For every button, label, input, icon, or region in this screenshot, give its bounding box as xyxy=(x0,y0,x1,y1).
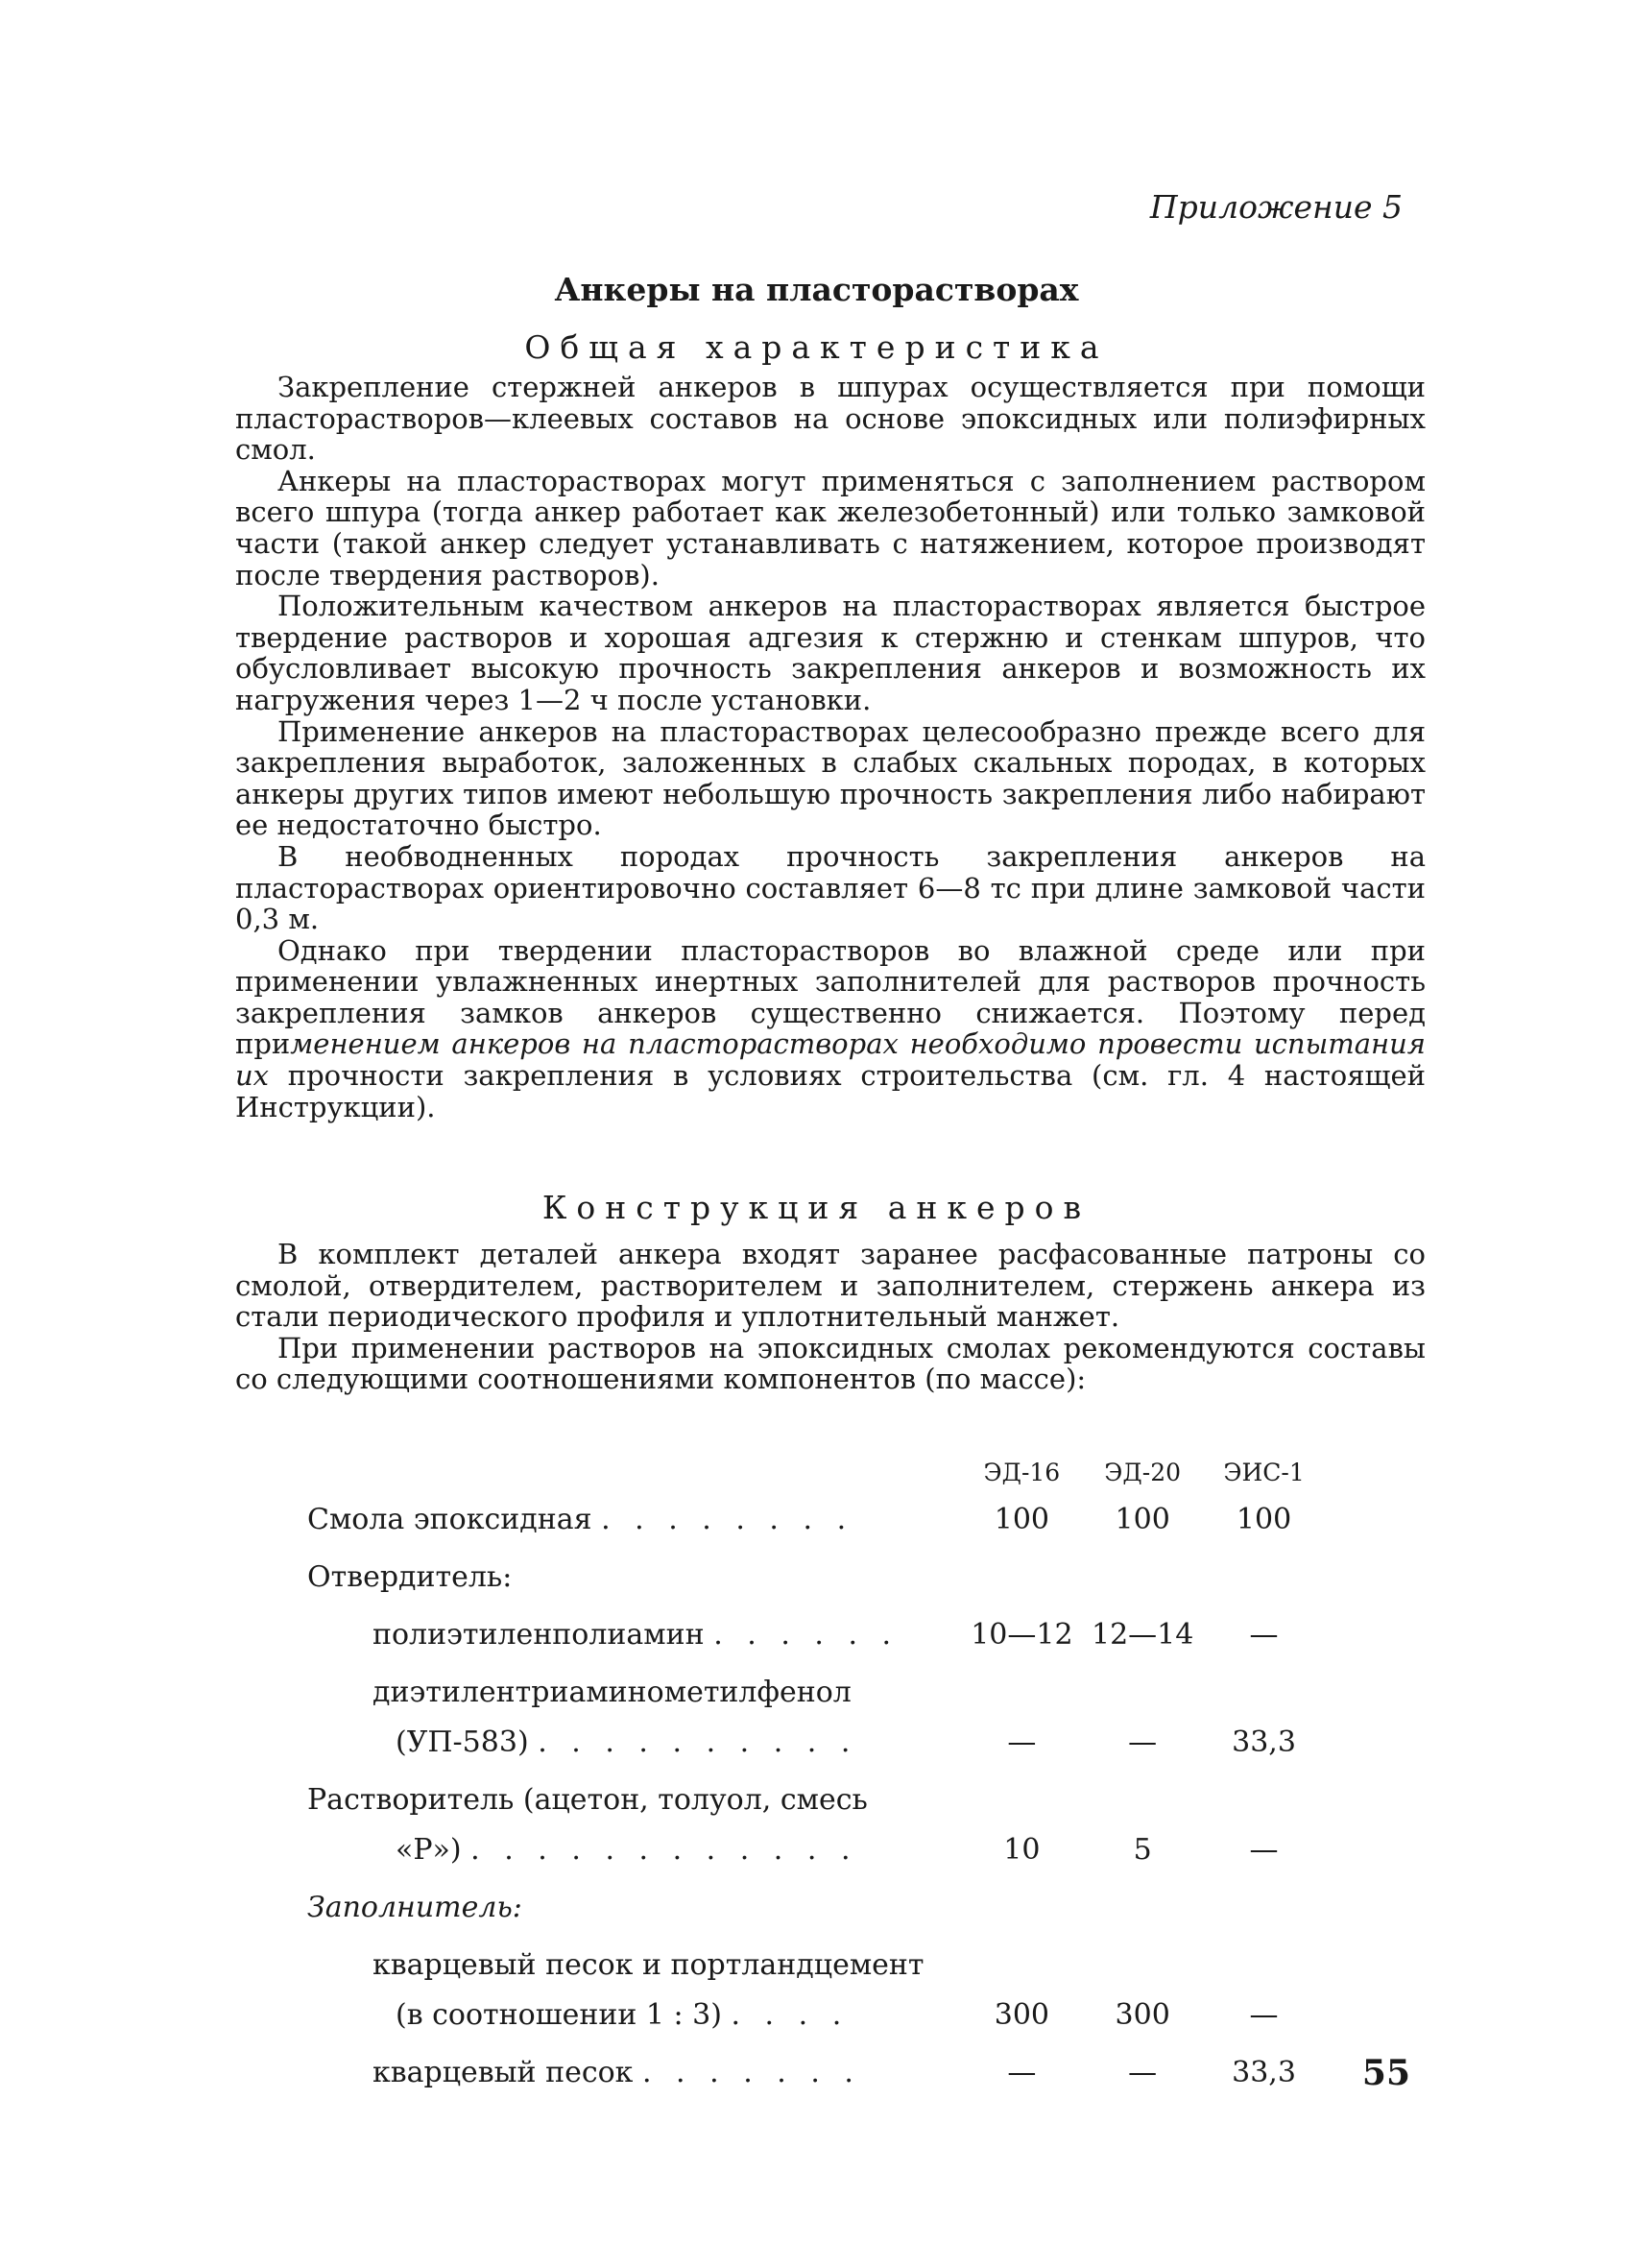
page-number: 55 xyxy=(1361,2053,1410,2093)
table-cell: 300 xyxy=(1115,1998,1170,2032)
row-label: (УП-583) xyxy=(396,1725,529,1759)
table-cell: 5 xyxy=(1133,1833,1152,1867)
leader-dots: . . . . . . . . . . . . xyxy=(470,1833,858,1867)
paragraph: Положительным качеством анкеров на пласторастворах является быстрое твердение растворов и хорошая адгезия к стержню и стенкам шпуров, что обусловливает высокую прочность закрепления анкеров и возможность их нагружения через 1—2 ч после установки. xyxy=(235,590,1426,716)
table-row xyxy=(307,1709,1325,1759)
table-row xyxy=(307,1652,1325,1709)
row-label: диэтилентриаминометилфенол xyxy=(372,1676,852,1709)
table-cell: 12—14 xyxy=(1091,1618,1194,1652)
section-body-design xyxy=(235,1239,1426,1395)
paragraph-part: прочности закрепления в условиях строительства (см. гл. 4 настоящей Инструкции). xyxy=(235,1059,1426,1123)
row-label: кварцевый песок xyxy=(372,2056,634,2089)
column-header: ЭД-16 xyxy=(983,1459,1061,1486)
table-cell: 33,3 xyxy=(1232,1725,1296,1759)
table-cell: 33,3 xyxy=(1232,2056,1296,2089)
table-row xyxy=(307,1594,1325,1652)
leader-dots: . . . . xyxy=(731,1998,850,2032)
paragraph: Закрепление стержней анкеров в шпурах осуществляется при помощи пласторастворов—клеевых составов на основе эпоксидных или полиэфирных смол. xyxy=(235,371,1426,467)
leader-dots: . . . . . . . . . . xyxy=(538,1725,858,1759)
page-title: Анкеры на пласторастворах xyxy=(554,271,1079,308)
table-cell: — xyxy=(1249,1618,1279,1652)
table-row xyxy=(307,1982,1325,2032)
paragraph-part: Однако при твердении пласторастворов во влажной среде или при применении увлажненных инертных заполнителей для растворов прочность закрепления замков анкеров существенно снижается. Поэтому перед при xyxy=(235,933,1426,1061)
table-cell: 300 xyxy=(994,1998,1049,2032)
table-row xyxy=(307,1759,1325,1817)
table-cell: — xyxy=(1007,1725,1037,1759)
paragraph: Анкеры на пласторастворах могут применяться с заполнением раствором всего шпура (тогда анкер работает как железобетонный) или только замковой части (такой анкер следует устанавливать с натяжением, которое производят после твердения растворов). xyxy=(235,464,1426,591)
table-row xyxy=(307,1867,1325,1924)
table-cell: — xyxy=(1249,1833,1279,1867)
row-label: Смола эпоксидная xyxy=(307,1503,592,1536)
table-cell: — xyxy=(1128,1725,1158,1759)
paragraph: В необводненных породах прочность закрепления анкеров на пласторастворах ориентировочно составляет 6—8 тс при длине замковой части 0,3 м. xyxy=(235,839,1426,936)
paragraph-part-italic: менением анкеров на пласторастворах необходимо провести испытания их xyxy=(235,1027,1426,1093)
section-body-general xyxy=(235,372,1426,1122)
table-cell: — xyxy=(1128,2056,1158,2089)
row-label: полиэтиленполиамин xyxy=(372,1618,705,1652)
row-label: кварцевый песок и портландцемент xyxy=(372,1948,925,1982)
paragraph: При применении растворов на эпоксидных смолах рекомендуются составы со следующими соотношениями компонентов (по массе): xyxy=(235,1331,1426,1396)
row-label: «Р») xyxy=(396,1833,462,1867)
paragraph: Применение анкеров на пласторастворах целесообразно прежде всего для закрепления выработок, заложенных в слабых скальных породах, в которых анкеры других типов имеют небольшую прочность закрепления либо набирают ее недостаточно быстро. xyxy=(235,714,1426,842)
paragraph xyxy=(235,935,1426,1123)
row-label: Растворитель (ацетон, толуол, смесь xyxy=(307,1783,868,1817)
column-header: ЭИС-1 xyxy=(1223,1459,1305,1486)
table-header-row xyxy=(307,1444,1325,1486)
table-row xyxy=(307,1536,1325,1594)
section-heading-design: Конструкция анкеров xyxy=(541,1189,1092,1226)
composition-table xyxy=(307,1444,1325,2089)
table-row xyxy=(307,1924,1325,1982)
table-row xyxy=(307,2032,1325,2089)
table-cell: 100 xyxy=(994,1503,1049,1536)
table-row xyxy=(307,1817,1325,1867)
section-heading-general: Общая характеристика xyxy=(524,328,1109,366)
group-heading: Заполнитель: xyxy=(307,1891,522,1924)
row-label: (в соотношении 1 : 3) xyxy=(396,1998,722,2032)
leader-dots: . . . . . . . xyxy=(641,2056,861,2089)
table-cell: 10 xyxy=(1003,1833,1041,1867)
table-cell: — xyxy=(1007,2056,1037,2089)
appendix-label: Приложение 5 xyxy=(1149,188,1403,226)
column-header: ЭД-20 xyxy=(1104,1459,1182,1486)
table-cell: 100 xyxy=(1236,1503,1292,1536)
table-cell: 10—12 xyxy=(971,1618,1073,1652)
table-row xyxy=(307,1486,1325,1536)
paragraph: В комплект деталей анкера входят заранее расфасованные патроны со смолой, отвердителем, растворителем и заполнителем, стержень анкера из стали периодического профиля и уплотнительный манжет. xyxy=(235,1238,1426,1334)
leader-dots: . . . . . . xyxy=(713,1618,900,1652)
table-cell: — xyxy=(1249,1998,1279,2032)
table-cell: 100 xyxy=(1115,1503,1170,1536)
leader-dots: . . . . . . . . xyxy=(601,1503,854,1536)
group-heading: Отвердитель: xyxy=(307,1560,513,1594)
